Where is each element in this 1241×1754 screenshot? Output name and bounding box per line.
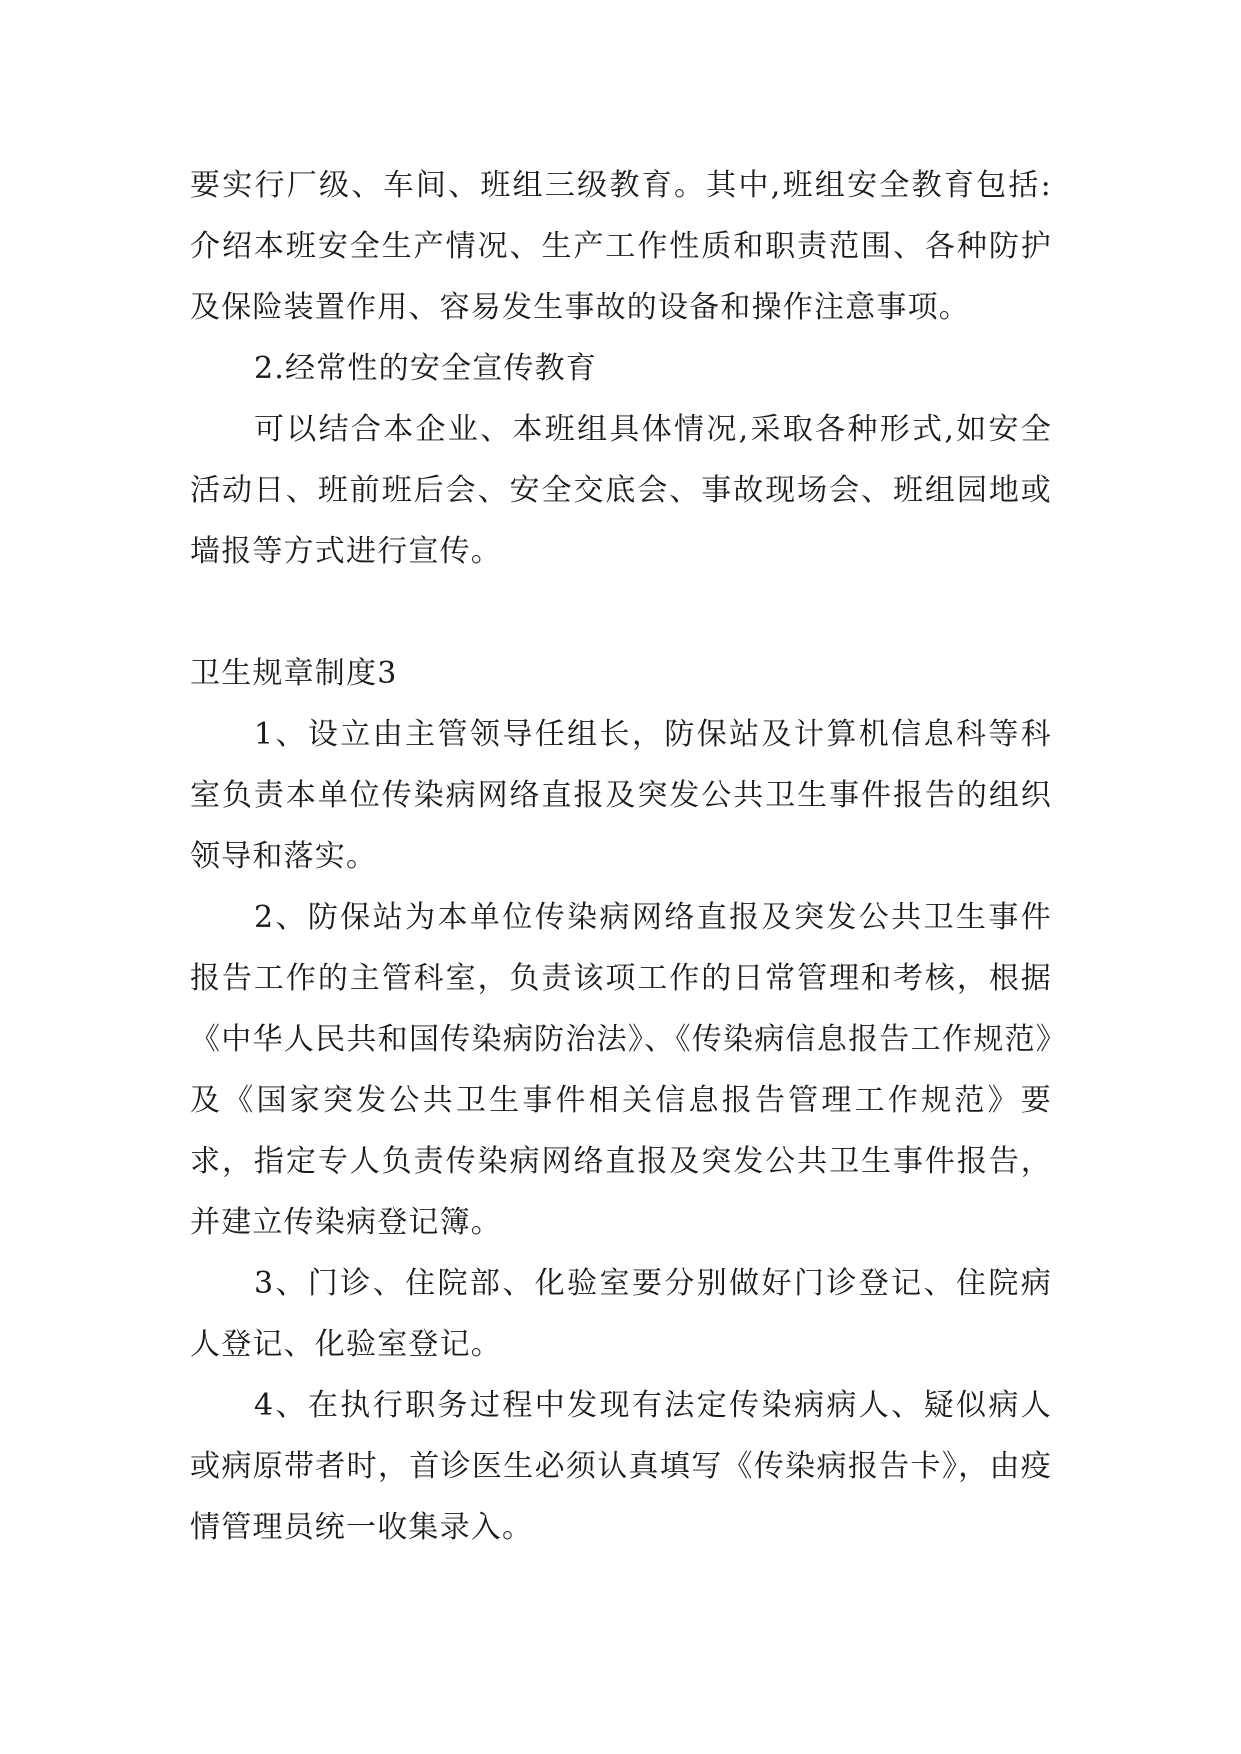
document-body: [190, 155, 1052, 1558]
paragraph-item-3: 3、门诊、住院部、化验室要分别做好门诊登记、住院病人登记、化验室登记。: [190, 1266, 1052, 1362]
paragraph-education-methods: 可以结合本企业、本班组具体情况,采取各种形式,如安全活动日、班前班后会、安全交底会、事故现场会、班组园地或墙报等方式进行宣传。: [190, 412, 1052, 569]
section-title: 卫生规章制度3: [190, 656, 398, 691]
paragraph-item-2: 2、防保站为本单位传染病网络直报及突发公共卫生事件报告工作的主管科室，负责该项工作的日常管理和考核，根据《中华人民共和国传染病防治法》、《传染病信息报告工作规范》及《国家突发公共卫生事件相关信息报告管理工作规范》要求，指定专人负责传染病网络直报及突发公共卫生事件报告，并建立传染病登记簿。: [190, 900, 1052, 1240]
paragraph-item-4: 4、在执行职务过程中发现有法定传染病病人、疑似病人或病原带者时，首诊医生必须认真填写《传染病报告卡》，由疫情管理员统一收集录入。: [190, 1388, 1052, 1545]
paragraph-education-levels: 要实行厂级、车间、班组三级教育。其中,班组安全教育包括:介绍本班安全生产情况、生产工作性质和职责范围、各种防护及保险装置作用、容易发生事故的设备和操作注意事项。: [190, 168, 1052, 325]
paragraph-item-1: 1、设立由主管领导任组长，防保站及计算机信息科等科室负责本单位传染病网络直报及突发公共卫生事件报告的组织领导和落实。: [190, 717, 1052, 874]
subheading-regular-education: 2.经常性的安全宣传教育: [254, 351, 598, 386]
